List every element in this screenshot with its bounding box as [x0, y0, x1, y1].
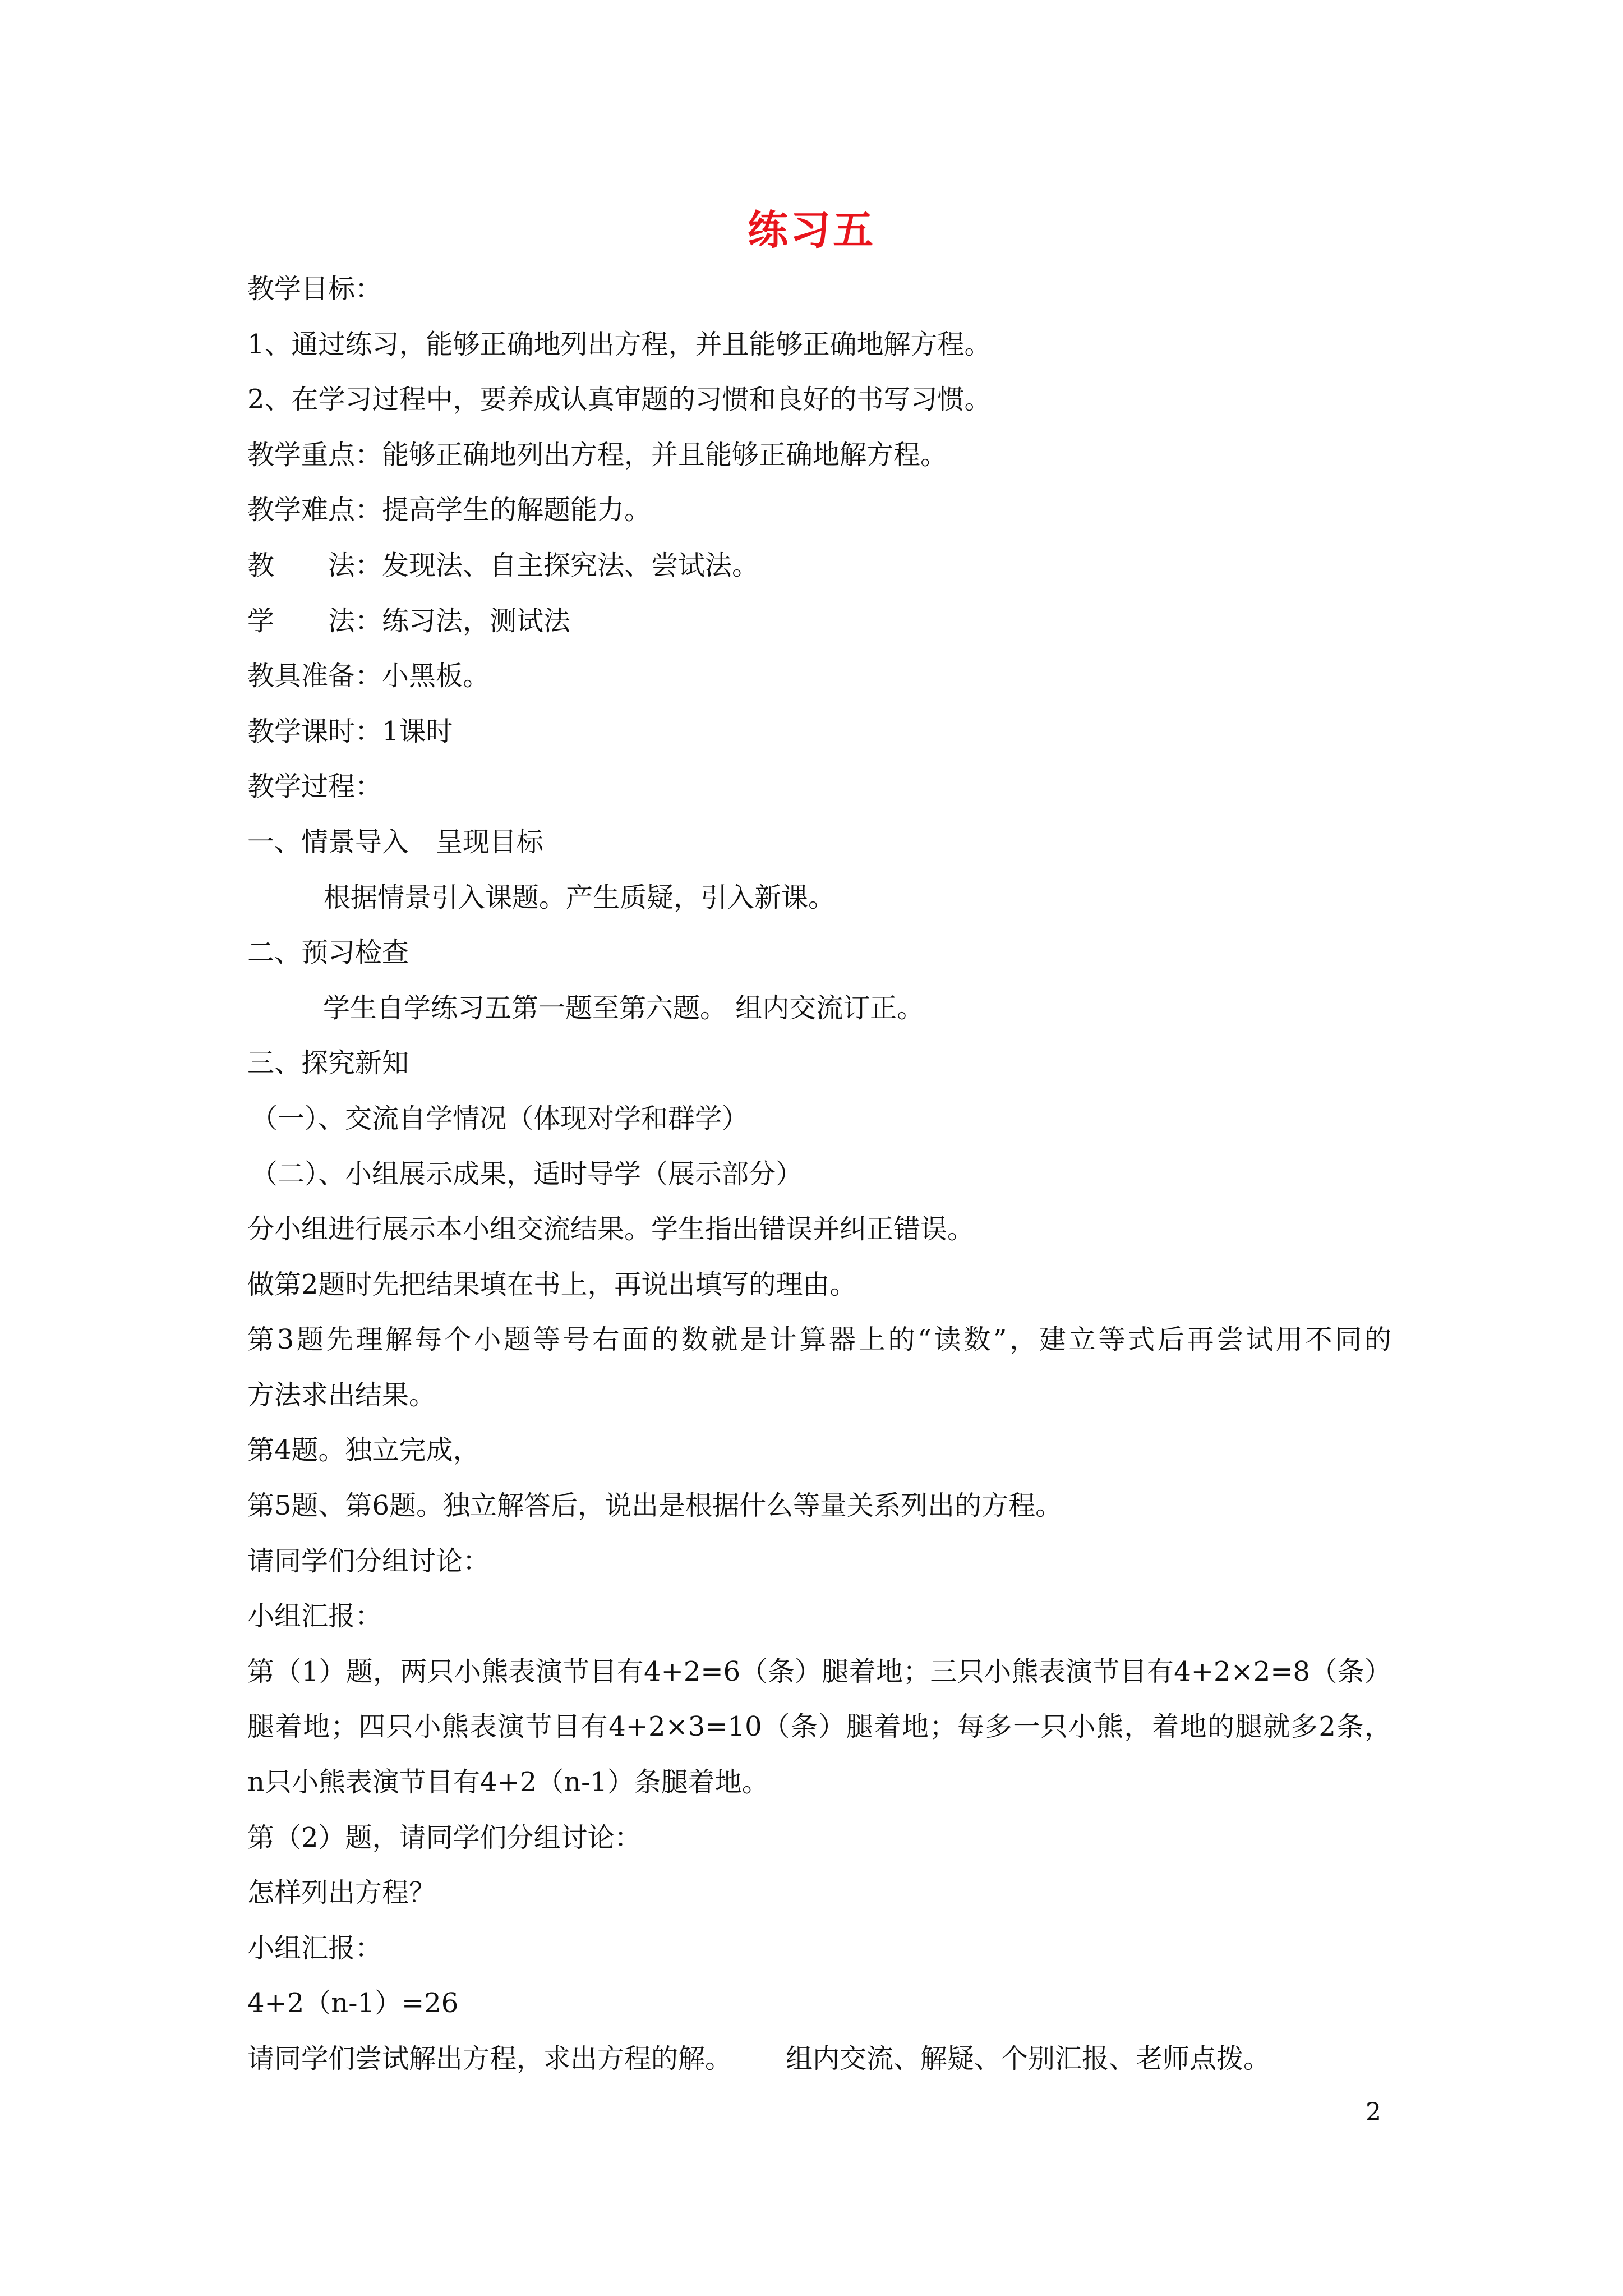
- paragraph-problem-2: 第（2）题，请同学们分组讨论：: [247, 1821, 642, 1853]
- paragraph-question-3: 第3题先理解每个小题等号右面的数就是计算器上的“读数”，建立等式后再尝试用不同的: [247, 1324, 1391, 1356]
- equation-line: 4+2（n-1）=26: [247, 1987, 459, 2019]
- section-3-heading: 三、探究新知: [247, 1047, 409, 1079]
- paragraph-problem-1-line-3: n只小熊表演节目有4+2（n-1）条腿着地。: [247, 1766, 769, 1798]
- teaching-method: 教 法：发现法、自主探究法、尝试法。: [247, 549, 759, 581]
- heading-teaching-goals: 教学目标：: [247, 273, 382, 305]
- document-body: [247, 261, 1391, 2087]
- page-title: 练习五: [747, 206, 875, 254]
- section-1-body: 根据情景引入课题。产生质疑，引入新课。: [324, 881, 836, 913]
- class-hours: 教学课时：1课时: [247, 715, 453, 747]
- teaching-focus: 教学重点：能够正确地列出方程，并且能够正确地解方程。: [247, 439, 948, 471]
- section-1-heading: 一、情景导入 呈现目标: [247, 826, 544, 858]
- goal-item-1: 1、通过练习，能够正确地列出方程，并且能够正确地解方程。: [247, 328, 992, 360]
- paragraph-question-3-cont: 方法求出结果。: [247, 1379, 436, 1411]
- solve-equation-text: 请同学们尝试解出方程，求出方程的解。: [247, 2043, 732, 2074]
- learning-method: 学 法：练习法，测试法: [247, 605, 571, 637]
- goal-item-2: 2、在学习过程中，要养成认真审题的习惯和良好的书写习惯。: [247, 384, 992, 416]
- subsection-1-heading: （一）、交流自学情况（体现对学和群学）: [251, 1102, 749, 1134]
- paragraph-group-report-2: 小组汇报：: [247, 1932, 382, 1964]
- page-number: 2: [1366, 2098, 1381, 2127]
- paragraph-question-5-6: 第5题、第6题。独立解答后，说出是根据什么等量关系列出的方程。: [247, 1490, 1063, 1522]
- group-exchange-text: 组内交流、解疑、个别汇报、老师点拨。: [786, 2043, 1271, 2074]
- heading-teaching-process: 教学过程：: [247, 771, 382, 803]
- paragraph-problem-1-line-2: 腿着地；四只小熊表演节目有4+2×3=10（条）腿着地；每多一只小熊，着地的腿就多2条，: [247, 1711, 1391, 1743]
- teaching-aids: 教具准备：小黑板。: [247, 660, 490, 692]
- paragraph-question-4: 第4题。独立完成，: [247, 1434, 480, 1466]
- paragraph-solve-equation: [247, 2031, 1391, 2087]
- paragraph-how-to-write-equation: 怎样列出方程？: [247, 1877, 436, 1909]
- subsection-2-heading: （二）、小组展示成果，适时导学（展示部分）: [251, 1158, 803, 1190]
- paragraph-group-discussion: 请同学们分组讨论：: [247, 1545, 490, 1577]
- paragraph-group-display: 分小组进行展示本小组交流结果。学生指出错误并纠正错误。: [247, 1213, 975, 1245]
- teaching-difficulty: 教学难点：提高学生的解题能力。: [247, 494, 652, 526]
- section-2-heading: 二、预习检查: [247, 937, 409, 969]
- paragraph-problem-1-line-1: 第（1）题，两只小熊表演节目有4+2=6（条）腿着地；三只小熊表演节目有4+2×2=8（条）: [247, 1655, 1391, 1687]
- paragraph-question-2: 做第2题时先把结果填在书上，再说出填写的理由。: [247, 1268, 857, 1300]
- section-2-body: 学生自学练习五第一题至第六题。 组内交流订正。: [323, 992, 924, 1024]
- paragraph-group-report: 小组汇报：: [247, 1600, 382, 1632]
